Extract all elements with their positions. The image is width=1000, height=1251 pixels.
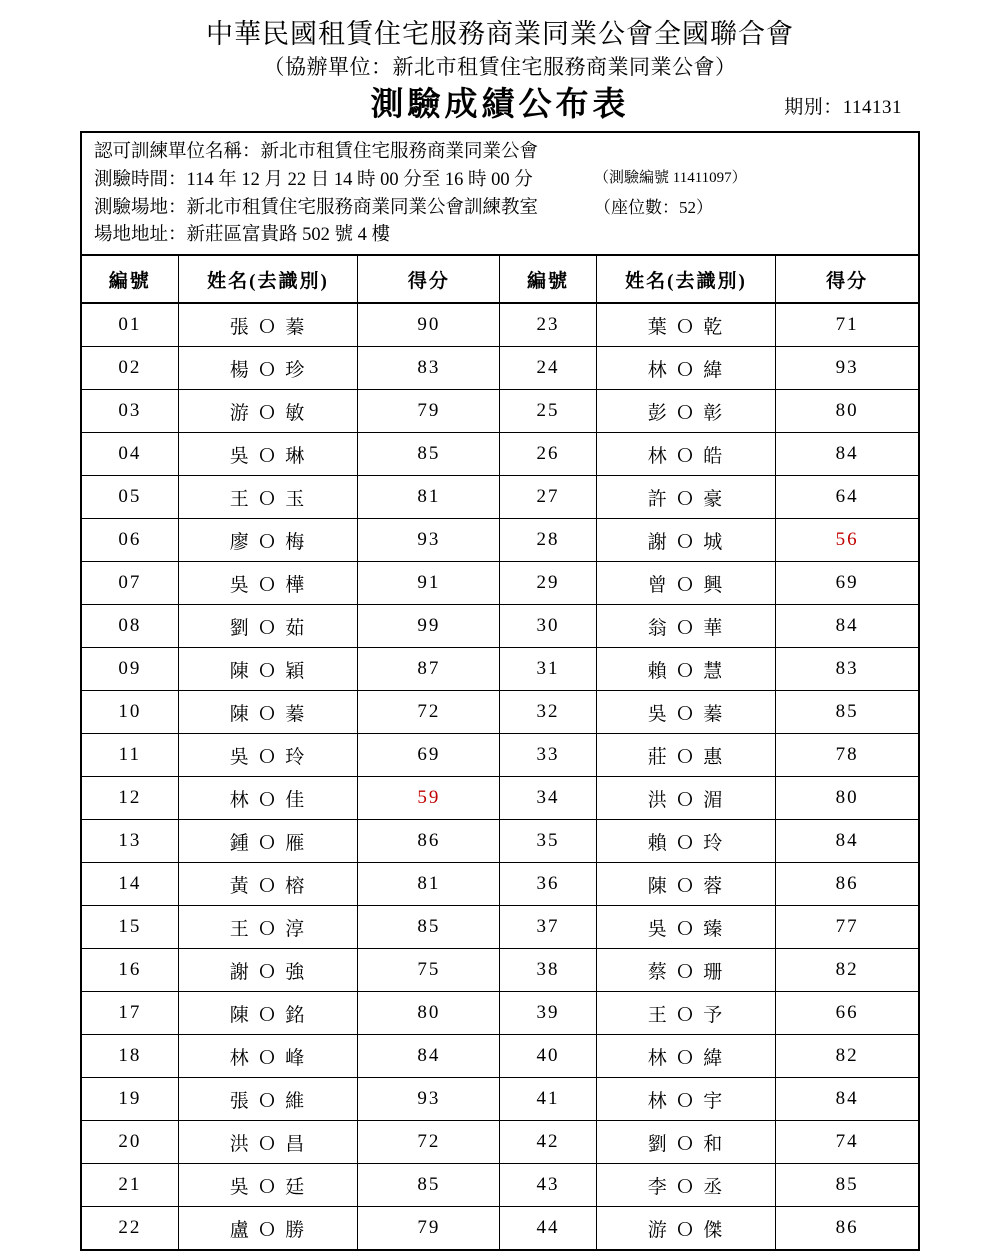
cell-name: 賴 Ｏ 玲 (596, 820, 776, 863)
cell-no: 05 (82, 476, 178, 519)
column-header-name-left: 姓名(去識別) (178, 255, 358, 303)
cell-no: 25 (500, 390, 596, 433)
cell-score: 82 (776, 949, 918, 992)
cell-no: 04 (82, 433, 178, 476)
cell-score: 79 (358, 390, 500, 433)
cell-score: 80 (776, 390, 918, 433)
cell-score: 86 (776, 863, 918, 906)
cell-name: 王 Ｏ 予 (596, 992, 776, 1035)
cell-score: 83 (358, 347, 500, 390)
cell-score: 79 (358, 1207, 500, 1250)
cell-name: 吳 Ｏ 琳 (178, 433, 358, 476)
cell-score: 72 (358, 691, 500, 734)
meta-unit: 認可訓練單位名稱：新北市租賃住宅服務商業同業公會 (94, 142, 539, 163)
cell-no: 07 (82, 562, 178, 605)
cell-no: 32 (500, 691, 596, 734)
cell-name: 林 Ｏ 緯 (596, 1035, 776, 1078)
cell-no: 41 (500, 1078, 596, 1121)
cell-no: 43 (500, 1164, 596, 1207)
cell-no: 02 (82, 347, 178, 390)
cell-score: 80 (776, 777, 918, 820)
page-title: 測驗成績公布表 (370, 87, 630, 124)
table-row (82, 691, 918, 734)
meta-time-row (94, 167, 918, 195)
cell-no: 29 (500, 562, 596, 605)
cell-no: 01 (82, 303, 178, 347)
table-row (82, 1164, 918, 1207)
table-row (82, 390, 918, 433)
cell-no: 19 (82, 1078, 178, 1121)
cell-name: 林 Ｏ 佳 (178, 777, 358, 820)
table-row (82, 734, 918, 777)
table-row (82, 949, 918, 992)
cell-name: 張 Ｏ 蓁 (178, 303, 358, 347)
table-row (82, 605, 918, 648)
cell-no: 09 (82, 648, 178, 691)
period-label: 期別：114131 (784, 97, 902, 119)
cell-name: 游 Ｏ 敏 (178, 390, 358, 433)
table-row (82, 476, 918, 519)
cell-score: 78 (776, 734, 918, 777)
table-row (82, 562, 918, 605)
cell-name: 李 Ｏ 丞 (596, 1164, 776, 1207)
cell-name: 楊 Ｏ 珍 (178, 347, 358, 390)
table-row (82, 433, 918, 476)
cell-score: 85 (358, 906, 500, 949)
cell-name: 吳 Ｏ 廷 (178, 1164, 358, 1207)
cell-no: 13 (82, 820, 178, 863)
column-header-score-left: 得分 (358, 255, 500, 303)
title-row (80, 83, 920, 125)
cell-no: 17 (82, 992, 178, 1035)
cell-name: 吳 Ｏ 臻 (596, 906, 776, 949)
cell-score: 75 (358, 949, 500, 992)
table-header-row (82, 255, 918, 303)
cell-no: 27 (500, 476, 596, 519)
cell-name: 陳 Ｏ 銘 (178, 992, 358, 1035)
cell-no: 31 (500, 648, 596, 691)
column-header-no-left: 編號 (82, 255, 178, 303)
cell-no: 28 (500, 519, 596, 562)
table-row (82, 906, 918, 949)
cell-name: 莊 Ｏ 惠 (596, 734, 776, 777)
table-row (82, 347, 918, 390)
cell-no: 20 (82, 1121, 178, 1164)
cell-score: 99 (358, 605, 500, 648)
cell-name: 吳 Ｏ 蓁 (596, 691, 776, 734)
cell-no: 16 (82, 949, 178, 992)
cell-no: 06 (82, 519, 178, 562)
cell-score: 84 (776, 605, 918, 648)
cell-score: 77 (776, 906, 918, 949)
table-row (82, 1078, 918, 1121)
meta-exam-no: （測驗編號 11411097） (594, 169, 747, 186)
cell-no: 03 (82, 390, 178, 433)
cell-no: 40 (500, 1035, 596, 1078)
cell-score: 69 (776, 562, 918, 605)
cell-name: 林 Ｏ 峰 (178, 1035, 358, 1078)
meta-seats: （座位數：52） (594, 197, 713, 217)
meta-block (82, 133, 918, 254)
organization-title: 中華民國租賃住宅服務商業同業公會全國聯合會 (206, 19, 794, 49)
table-row (82, 519, 918, 562)
cell-score: 71 (776, 303, 918, 347)
cell-no: 10 (82, 691, 178, 734)
cell-no: 18 (82, 1035, 178, 1078)
table-row (82, 303, 918, 347)
meta-address: 場地地址：新莊區富貴路 502 號 4 樓 (94, 225, 391, 246)
cell-score: 85 (358, 433, 500, 476)
cell-no: 44 (500, 1207, 596, 1250)
meta-place: 測驗場地：新北市租賃住宅服務商業同業公會訓練教室 (94, 197, 539, 218)
cell-score: 84 (776, 433, 918, 476)
table-row (82, 1035, 918, 1078)
cell-score: 64 (776, 476, 918, 519)
meta-time: 測驗時間：114 年 12 月 22 日 14 時 00 分至 16 時 00 分 (94, 169, 533, 190)
cell-name: 盧 Ｏ 勝 (178, 1207, 358, 1250)
cell-name: 曾 Ｏ 興 (596, 562, 776, 605)
cell-no: 35 (500, 820, 596, 863)
co-organizer-line: （協辦單位：新北市租賃住宅服務商業同業公會） (263, 54, 737, 79)
cell-score: 91 (358, 562, 500, 605)
cell-name: 林 Ｏ 宇 (596, 1078, 776, 1121)
cell-no: 15 (82, 906, 178, 949)
cell-score: 80 (358, 992, 500, 1035)
column-header-no-right: 編號 (500, 255, 596, 303)
cell-no: 30 (500, 605, 596, 648)
cell-no: 38 (500, 949, 596, 992)
cell-name: 彭 Ｏ 彰 (596, 390, 776, 433)
cell-score: 84 (776, 820, 918, 863)
table-row (82, 863, 918, 906)
cell-name: 洪 Ｏ 昌 (178, 1121, 358, 1164)
cell-score: 84 (358, 1035, 500, 1078)
cell-no: 14 (82, 863, 178, 906)
cell-name: 陳 Ｏ 蓁 (178, 691, 358, 734)
cell-name: 王 Ｏ 玉 (178, 476, 358, 519)
cell-score: 93 (358, 519, 500, 562)
cell-score: 85 (776, 1164, 918, 1207)
cell-score: 59 (358, 777, 500, 820)
cell-score: 56 (776, 519, 918, 562)
cell-no: 34 (500, 777, 596, 820)
cell-no: 37 (500, 906, 596, 949)
cell-score: 74 (776, 1121, 918, 1164)
cell-name: 黃 Ｏ 榕 (178, 863, 358, 906)
cell-score: 84 (776, 1078, 918, 1121)
cell-name: 林 Ｏ 皓 (596, 433, 776, 476)
cell-no: 33 (500, 734, 596, 777)
column-header-name-right: 姓名(去識別) (596, 255, 776, 303)
cell-no: 21 (82, 1164, 178, 1207)
cell-name: 許 Ｏ 豪 (596, 476, 776, 519)
cell-score: 69 (358, 734, 500, 777)
cell-no: 22 (82, 1207, 178, 1250)
cell-score: 82 (776, 1035, 918, 1078)
cell-name: 賴 Ｏ 慧 (596, 648, 776, 691)
cell-name: 陳 Ｏ 蓉 (596, 863, 776, 906)
cell-no: 24 (500, 347, 596, 390)
cell-score: 93 (776, 347, 918, 390)
cell-no: 12 (82, 777, 178, 820)
cell-no: 42 (500, 1121, 596, 1164)
cell-name: 鍾 Ｏ 雁 (178, 820, 358, 863)
table-row (82, 820, 918, 863)
cell-name: 陳 Ｏ 穎 (178, 648, 358, 691)
cell-name: 林 Ｏ 緯 (596, 347, 776, 390)
cell-score: 66 (776, 992, 918, 1035)
cell-score: 85 (776, 691, 918, 734)
cell-name: 吳 Ｏ 樺 (178, 562, 358, 605)
cell-name: 廖 Ｏ 梅 (178, 519, 358, 562)
cell-name: 蔡 Ｏ 珊 (596, 949, 776, 992)
cell-no: 08 (82, 605, 178, 648)
cell-name: 謝 Ｏ 強 (178, 949, 358, 992)
cell-name: 謝 Ｏ 城 (596, 519, 776, 562)
table-row (82, 1207, 918, 1250)
table-body (82, 303, 918, 1249)
cell-name: 劉 Ｏ 茹 (178, 605, 358, 648)
cell-name: 劉 Ｏ 和 (596, 1121, 776, 1164)
cell-name: 張 Ｏ 維 (178, 1078, 358, 1121)
table-header (82, 255, 918, 303)
cell-no: 39 (500, 992, 596, 1035)
cell-score: 86 (358, 820, 500, 863)
cell-no: 11 (82, 734, 178, 777)
cell-score: 72 (358, 1121, 500, 1164)
table-row (82, 992, 918, 1035)
content-box (80, 131, 920, 1251)
cell-name: 翁 Ｏ 華 (596, 605, 776, 648)
cell-name: 洪 Ｏ 湄 (596, 777, 776, 820)
cell-name: 王 Ｏ 淳 (178, 906, 358, 949)
cell-score: 90 (358, 303, 500, 347)
cell-score: 86 (776, 1207, 918, 1250)
table-row (82, 777, 918, 820)
cell-no: 36 (500, 863, 596, 906)
cell-score: 83 (776, 648, 918, 691)
cell-name: 游 Ｏ 傑 (596, 1207, 776, 1250)
cell-name: 吳 Ｏ 玲 (178, 734, 358, 777)
cell-score: 81 (358, 863, 500, 906)
meta-place-row (94, 195, 918, 223)
cell-score: 85 (358, 1164, 500, 1207)
column-header-score-right: 得分 (776, 255, 918, 303)
scores-table (82, 254, 918, 1249)
cell-score: 87 (358, 648, 500, 691)
cell-score: 93 (358, 1078, 500, 1121)
cell-name: 葉 Ｏ 乾 (596, 303, 776, 347)
cell-no: 23 (500, 303, 596, 347)
cell-no: 26 (500, 433, 596, 476)
table-row (82, 648, 918, 691)
cell-score: 81 (358, 476, 500, 519)
